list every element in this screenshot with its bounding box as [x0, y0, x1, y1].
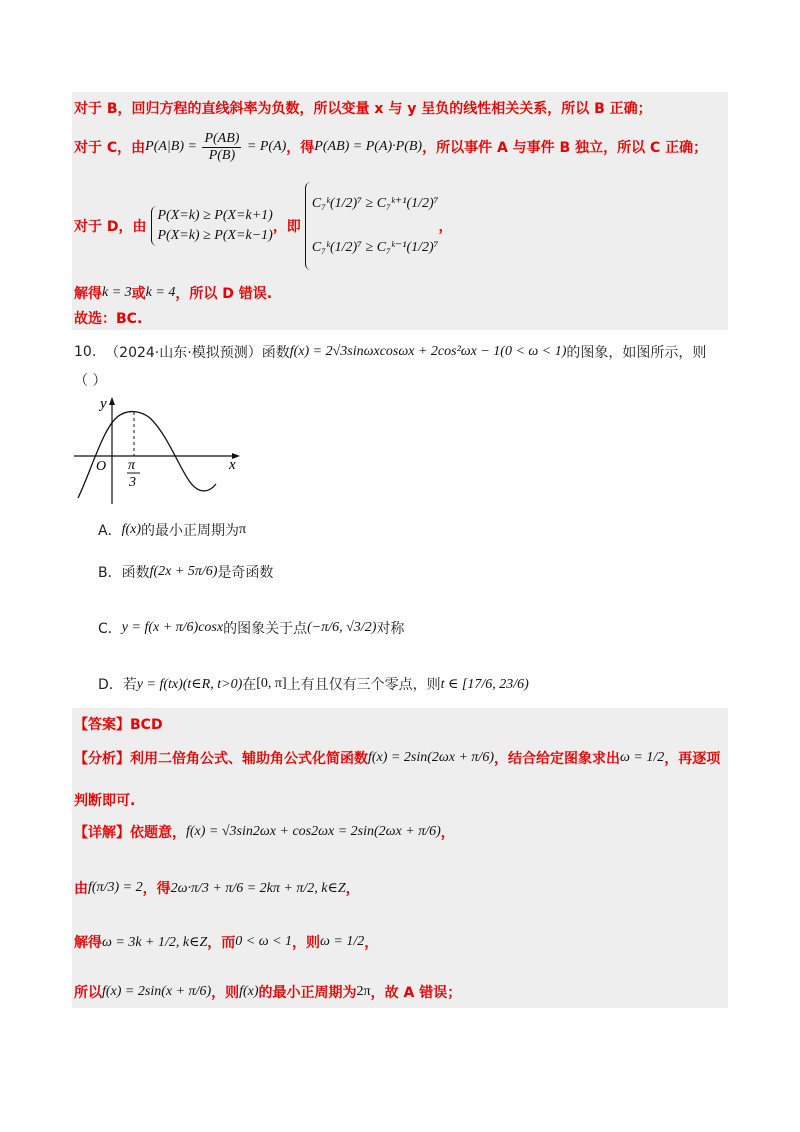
option-b-label: B．函数 — [98, 565, 150, 581]
solve-omega-then: ，则 — [292, 935, 321, 951]
so-formula: f(x) = 2sin(x + π/6) — [102, 984, 212, 999]
detail-line — [74, 822, 455, 842]
solve-omega-line — [74, 932, 378, 952]
tick-num: π — [128, 458, 136, 473]
solution-c-formula: P(A|B) = $\frac{P(AB)}{P(B)}$ = P(A) — [145, 130, 287, 163]
sine-curve — [78, 412, 216, 498]
option-d-text2: 上有且仅有三个零点，则 — [286, 677, 441, 693]
y-axis-arrow-icon — [109, 397, 115, 405]
solve-prefix: 解得 — [74, 286, 102, 302]
solve-k1: k = 3 — [102, 285, 132, 300]
detail-formula: f(x) = √3sin2ωx + cos2ωx = 2sin(2ωx + π/6) — [186, 824, 441, 839]
by-formula2: 2ω·π/3 + π/6 = 2kπ + π/2, k∈Z — [170, 880, 346, 896]
by-formula: f(π/3) = 2 — [88, 880, 143, 895]
option-a-val: π — [239, 522, 247, 537]
solution-answer-line — [74, 308, 142, 328]
solve-omega-formula: ω = 3k + 1/2, k∈Z — [102, 934, 208, 950]
solution-c-formula2: P(AB) = P(A)·P(B) — [314, 139, 423, 154]
option-c-text: 的图象关于点 — [223, 621, 308, 637]
solution-c-line — [74, 124, 707, 170]
by-prefix: 由 — [74, 881, 88, 897]
answer-tag-line — [74, 714, 163, 734]
solution-d-sys3: C₇ᵏ(1/2)⁷ ≥ C₇ᵏ⁺¹(1/2)⁷ — [311, 196, 439, 211]
solution-c-prefix: 对于 C，由 — [74, 140, 146, 156]
solution-d-sys1: P(X=k) ≥ P(X=k+1) — [157, 208, 273, 223]
solution-d-system2 — [305, 182, 439, 270]
solution-answer: 故选：BC. — [74, 311, 143, 327]
question-func: f(x) = 2√3sinωxcosωx + 2cos²ωx − 1(0 < ω < 1) — [289, 344, 567, 359]
solve-omega-value: ω = 1/2 — [320, 934, 365, 949]
solution-d-suffix: ， — [438, 219, 453, 235]
option-b-func: f(2x + 5π/6) — [149, 564, 218, 579]
solve-omega-prefix: 解得 — [74, 935, 102, 951]
origin-label: O — [96, 459, 107, 474]
so-period: 2π — [356, 984, 371, 999]
by-mid: ，得 — [142, 881, 171, 897]
question-tail: 的图象，如图所示，则 — [566, 345, 707, 361]
analysis-end1: ，再逐项 — [664, 751, 721, 767]
solution-b-text: 对于 B，回归方程的直线斜率为负数，所以变量 x 与 y 呈负的线性相关关系，所以 B 正确； — [74, 101, 652, 117]
option-c-point: (−π/6, √3/2) — [307, 620, 377, 635]
solution-d-sys4: C₇ᵏ(1/2)⁷ ≥ C₇ᵏ⁻¹(1/2)⁷ — [311, 240, 439, 255]
question-source: （2024·山东·模拟预测）函数 — [105, 345, 290, 361]
analysis-tag: 【分析】利用二倍角公式、辅助角公式化简函数 — [74, 751, 368, 767]
solution-d-mid: ，即 — [272, 219, 301, 235]
solve-or: 或 — [131, 286, 146, 302]
option-d-interval: [0, π] — [256, 676, 287, 691]
solution-d-prefix: 对于 D，由 — [74, 219, 147, 235]
analysis-end2: 判断即可. — [74, 793, 136, 809]
option-b-text: 是奇函数 — [217, 565, 274, 581]
so-line — [74, 982, 461, 1002]
solution-c-suffix: ，所以事件 A 与事件 B 独立，所以 C 正确； — [422, 140, 708, 156]
y-label: y — [100, 396, 107, 412]
answer-tag: 【答案】BCD — [74, 717, 163, 733]
solution-d-system1 — [151, 206, 273, 246]
x-label: x — [229, 457, 236, 473]
option-d — [98, 674, 529, 694]
solution-b-line — [74, 98, 652, 118]
option-a — [98, 520, 246, 540]
question-paren: （ ） — [74, 373, 107, 389]
solve-k2: k = 4 — [145, 285, 176, 300]
detail-tag: 【详解】依题意， — [74, 825, 186, 841]
solution-c-mid: ，得 — [286, 140, 315, 156]
solve-omega-mid: ，而 — [207, 935, 236, 951]
by-suffix: ， — [345, 881, 360, 897]
analysis-func: f(x) = 2sin(2ωx + π/6) — [368, 750, 494, 765]
option-c-label: C． — [98, 621, 122, 637]
question-paren-line — [74, 370, 106, 390]
sine-graph — [72, 394, 252, 506]
option-c-func: y = f(x + π/6)cosx — [121, 620, 224, 635]
so-text: 的最小正周期为 — [258, 985, 357, 1001]
option-d-text: 在 — [242, 677, 257, 693]
question-line — [74, 342, 706, 362]
solution-solve-line — [74, 283, 272, 303]
solve-omega-range: 0 < ω < 1 — [235, 934, 293, 949]
so-prefix: 所以 — [74, 985, 102, 1001]
option-a-label: A． — [98, 523, 122, 539]
option-d-label: D．若 — [98, 677, 137, 693]
detail-comma: ， — [440, 825, 455, 841]
solution-d-line — [74, 178, 453, 274]
option-b — [98, 562, 273, 582]
solve-suffix: ，所以 D 错误. — [175, 286, 273, 302]
option-c — [98, 618, 404, 638]
option-d-range: t ∈ [17/6, 23/6) — [440, 676, 529, 692]
option-d-func: y = f(tx)(t∈R, t>0) — [136, 676, 243, 692]
option-a-text: 的最小正周期为 — [141, 523, 240, 539]
solution-d-sys2: P(X=k) ≥ P(X=k−1) — [157, 228, 273, 243]
solve-omega-suffix: ， — [364, 935, 379, 951]
question-number: 10. — [74, 344, 97, 360]
by-line — [74, 878, 360, 898]
so-suffix: ，故 A 错误； — [370, 985, 462, 1001]
analysis-line2 — [74, 790, 135, 810]
option-c-text2: 对称 — [376, 621, 405, 637]
analysis-mid: ，结合给定图象求出 — [494, 751, 620, 767]
analysis-line — [74, 748, 720, 768]
so-func: f(x) — [239, 984, 259, 999]
so-mid: ，则 — [211, 985, 240, 1001]
tick-den: 3 — [129, 475, 136, 490]
analysis-omega: ω = 1/2 — [620, 750, 665, 765]
option-a-func: f(x) — [121, 522, 142, 537]
